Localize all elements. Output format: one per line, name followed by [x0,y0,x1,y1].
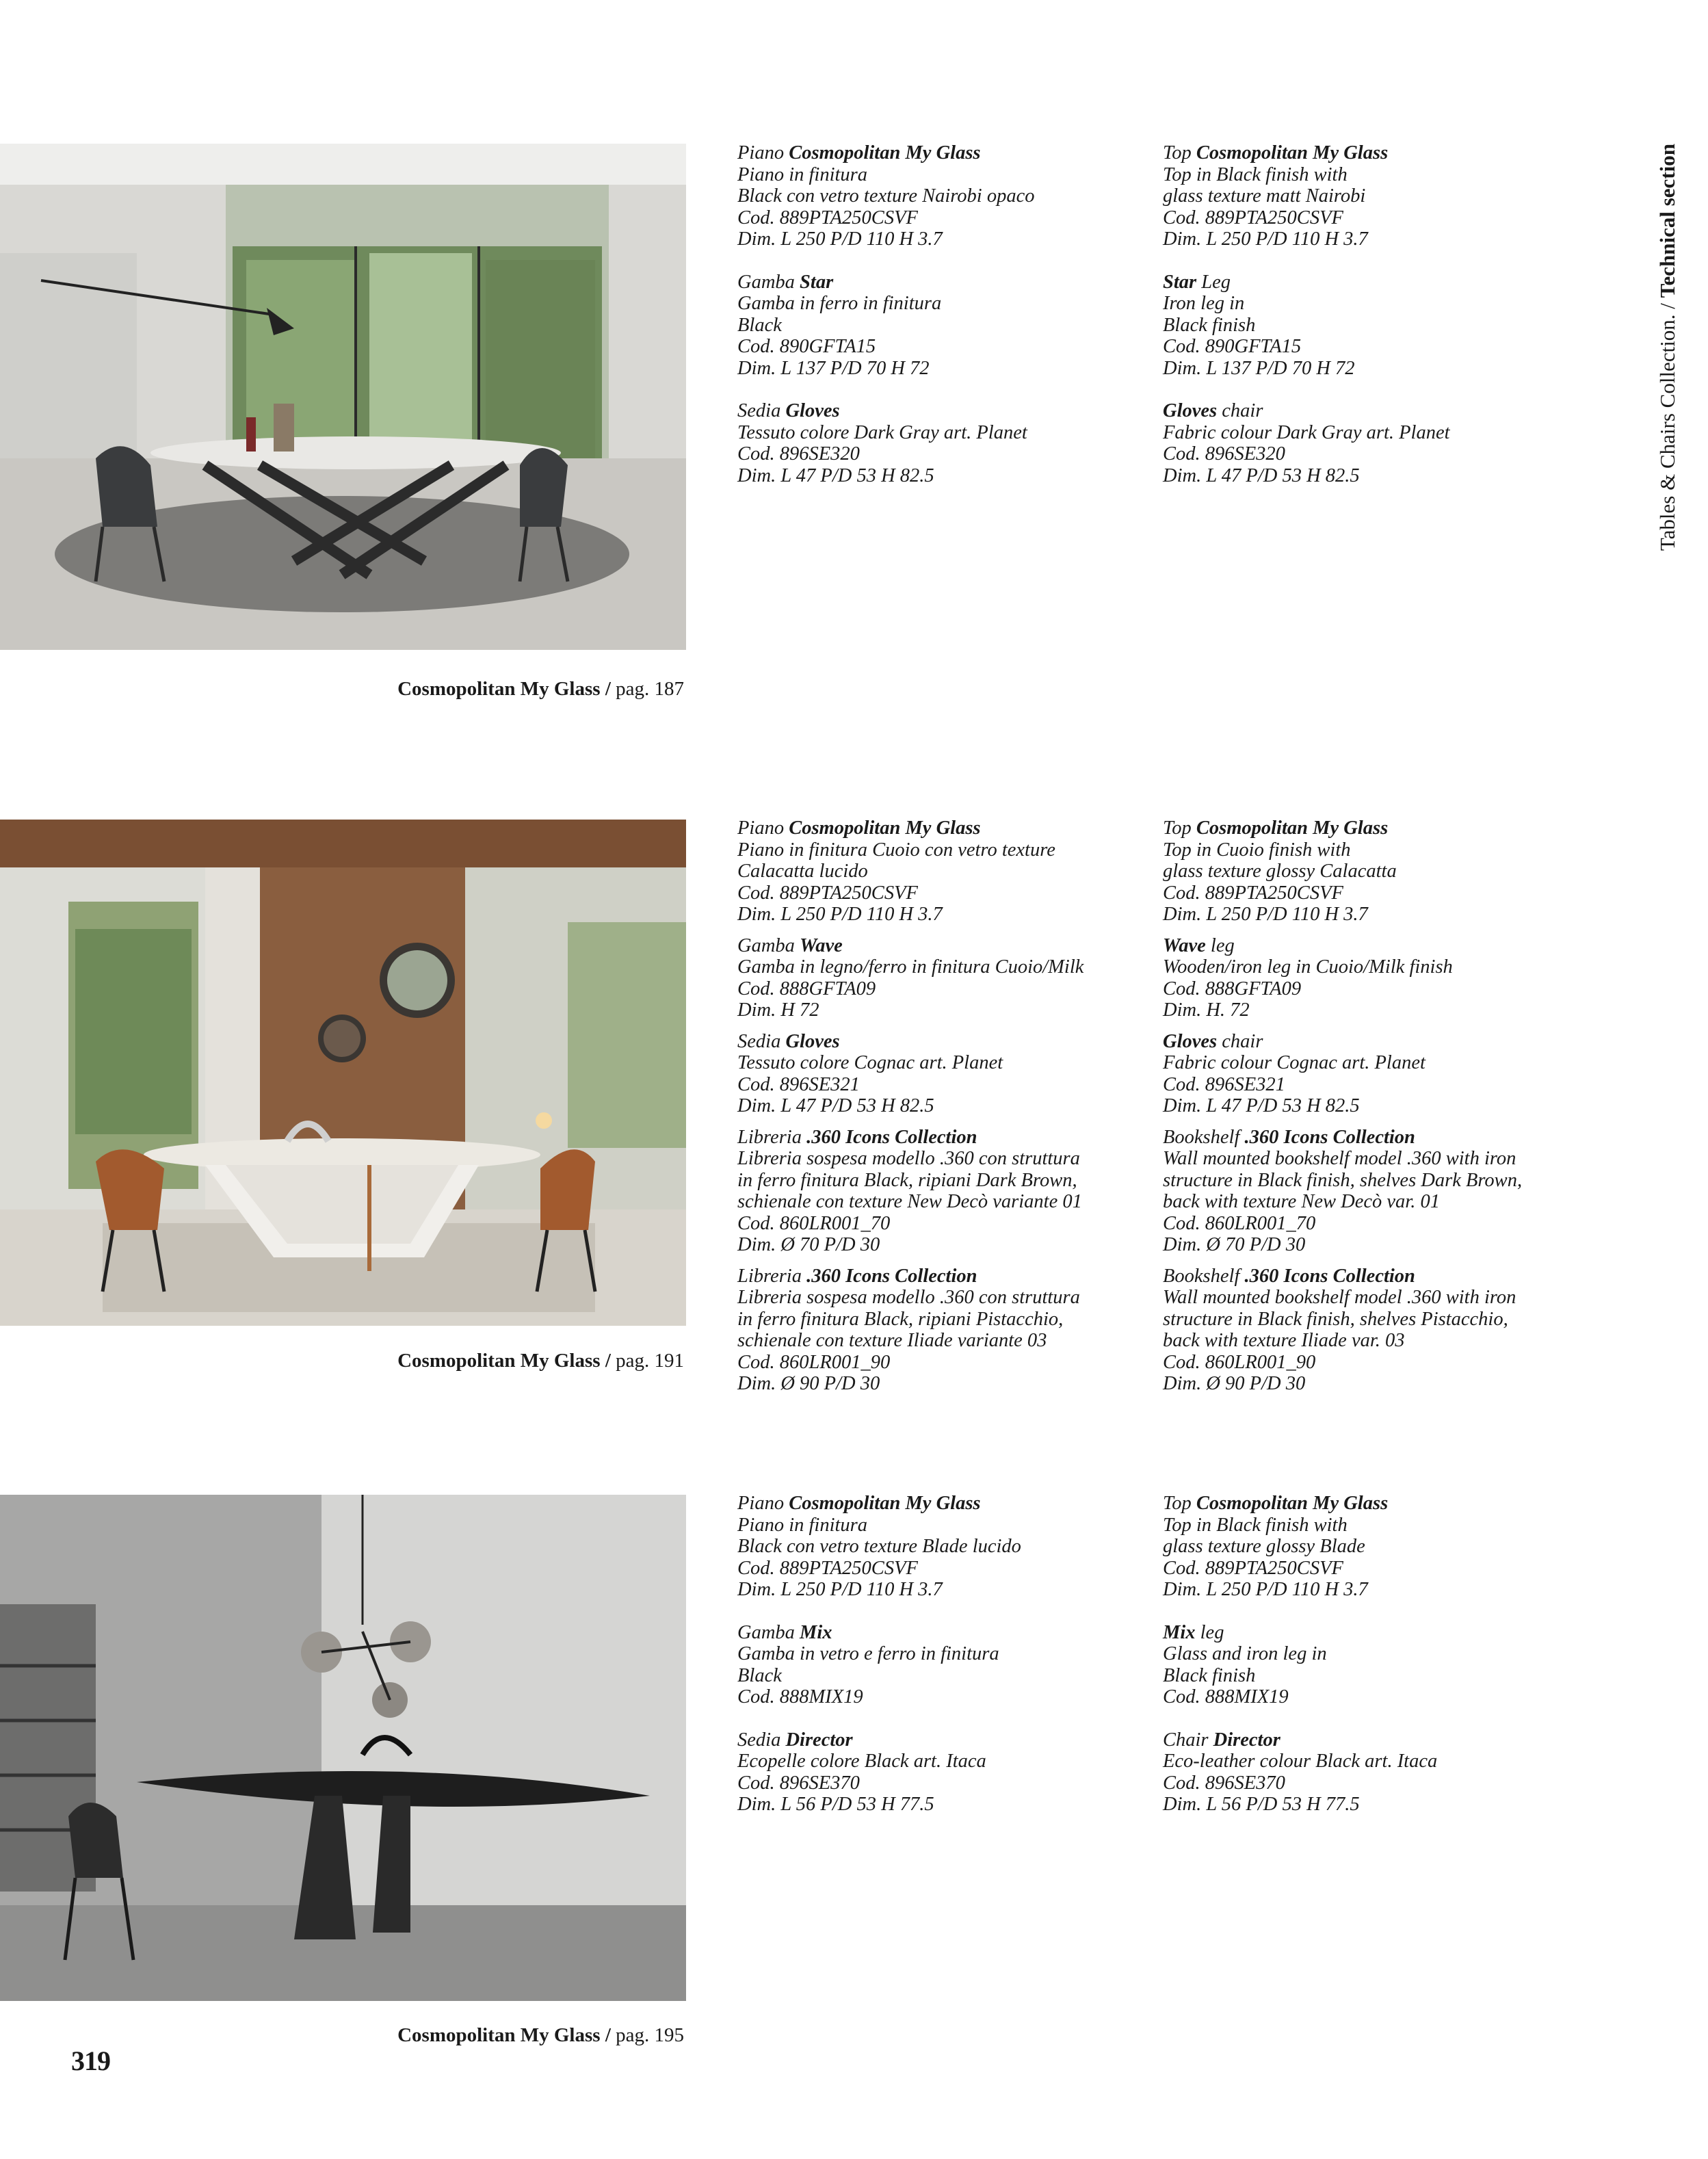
spec-line: Cod. 860LR001_70 [737,1212,891,1234]
spec-line: Dim. L 137 P/D 70 H 72 [737,357,930,379]
spec-line: Ecopelle colore Black art. Itaca [737,1751,986,1772]
spec-line: Cod. 889PTA250CSVF [737,1557,918,1579]
spec-line: Dim. L 250 P/D 110 H 3.7 [1163,904,1368,925]
spec-line: Wooden/iron leg in Cuoio/Milk finish [1163,956,1453,978]
spec-line: Fabric colour Cognac art. Planet [1163,1052,1425,1073]
spec-line: Dim. H. 72 [1163,999,1250,1021]
spec-heading: Bookshelf .360 Icons Collection [1163,1126,1415,1148]
spec-line: Dim. L 250 P/D 110 H 3.7 [737,904,943,925]
spec-line: glass texture matt Nairobi [1163,185,1366,207]
spec-heading: Gamba Wave [737,934,843,956]
spec-heading: Piano Cosmopolitan My Glass [737,1493,981,1514]
spec-line: Tessuto colore Dark Gray art. Planet [737,421,1027,443]
spec-block [1163,1127,1573,1256]
spec-line: Cod. 896SE320 [1163,443,1285,464]
spec-line: Cod. 888MIX19 [1163,1686,1289,1707]
spec-line: Cod. 889PTA250CSVF [1163,1557,1343,1579]
spec-line: Gamba in legno/ferro in finitura Cuoio/Milk [737,956,1084,978]
spec-line: Piano in finitura Cuoio con vetro texture [737,839,1055,861]
spec-line: Cod. 896SE321 [737,1073,860,1095]
grey-dining-room-photo [0,144,686,650]
spec-line: Cod. 888GFTA09 [737,978,876,999]
section-1-italian-specs [737,142,1148,486]
spec-line: Black [737,314,782,336]
spec-heading: Wave leg [1163,934,1235,956]
spec-block [1163,142,1573,250]
spec-line: Cod. 890GFTA15 [1163,336,1302,357]
spec-block [1163,935,1573,1021]
spec-line: Cod. 896SE321 [1163,1073,1285,1095]
spec-line: Top in Black finish with [1163,163,1348,185]
spec-heading: Gamba Mix [737,1621,832,1643]
spec-line: Dim. L 47 P/D 53 H 82.5 [1163,464,1360,486]
spec-line: Dim. L 47 P/D 53 H 82.5 [1163,1095,1360,1116]
spec-heading: Sedia Director [737,1729,853,1751]
spec-block [737,1729,1148,1816]
spec-block [737,1266,1148,1395]
spec-line: Dim. H 72 [737,999,819,1021]
spec-line: Dim. Ø 90 P/D 30 [737,1373,880,1394]
spec-line: Cod. 890GFTA15 [737,336,876,357]
section-3-english-specs [1163,1493,1573,1816]
spec-line: schienale con texture Iliade variante 03 [737,1330,1047,1351]
spec-block [1163,817,1573,926]
spec-heading: Top Cosmopolitan My Glass [1163,1493,1389,1514]
spec-line: Cod. 896SE320 [737,443,860,464]
spec-line: back with texture New Decò var. 01 [1163,1191,1440,1212]
spec-block [737,935,1148,1021]
spec-line: Cod. 889PTA250CSVF [1163,207,1343,228]
spec-line: Libreria sospesa modello .360 con struttura [737,1287,1080,1308]
section-3-italian-specs [737,1493,1148,1816]
spec-heading: Top Cosmopolitan My Glass [1163,817,1389,839]
spec-line: Cod. 888MIX19 [737,1686,863,1707]
spec-block [1163,1031,1573,1117]
spec-block [1163,1493,1573,1601]
spec-line: Cod. 860LR001_90 [1163,1351,1316,1373]
spec-line: Piano in finitura [737,163,868,185]
spec-heading: Gamba Star [737,271,834,293]
section-2-english-specs [1163,817,1573,1395]
spec-line: Top in Black finish with [1163,1514,1348,1536]
spec-heading: Sedia Gloves [737,1030,840,1052]
spec-line: schienale con texture New Decò variante 01 [737,1191,1082,1212]
spec-block [737,1127,1148,1256]
spec-line: Dim. L 250 P/D 110 H 3.7 [1163,1579,1368,1600]
spec-line: Wall mounted bookshelf model .360 with iron [1163,1148,1516,1169]
spec-line: Libreria sospesa modello .360 con struttura [737,1148,1080,1169]
spec-line: Black [737,1664,782,1686]
spec-line: Dim. Ø 90 P/D 30 [1163,1373,1306,1394]
spec-line: Gamba in vetro e ferro in finitura [737,1643,999,1664]
spec-line: Black con vetro texture Blade lucido [737,1536,1021,1557]
spec-heading: Piano Cosmopolitan My Glass [737,142,981,163]
spec-heading: Top Cosmopolitan My Glass [1163,142,1389,163]
spec-line: Eco-leather colour Black art. Itaca [1163,1751,1438,1772]
spec-block [737,1622,1148,1708]
spec-line: Dim. Ø 70 P/D 30 [1163,1234,1306,1255]
spec-heading: Star Leg [1163,271,1231,293]
section-3-caption: Cosmopolitan My Glass / pag. 195 [397,2024,684,2046]
spec-line: Black finish [1163,1664,1256,1686]
spec-line: Iron leg in [1163,293,1245,314]
spec-heading: Chair Director [1163,1729,1280,1751]
spec-heading: Gloves chair [1163,1030,1263,1052]
spec-heading: Libreria .360 Icons Collection [737,1126,977,1148]
spec-heading: Mix leg [1163,1621,1224,1643]
spec-line: Top in Cuoio finish with [1163,839,1351,861]
spec-line: glass texture glossy Blade [1163,1536,1365,1557]
spec-line: Cod. 860LR001_70 [1163,1212,1316,1234]
spec-heading: Piano Cosmopolitan My Glass [737,817,981,839]
spec-line: Dim. L 56 P/D 53 H 77.5 [737,1794,934,1815]
spec-line: Calacatta lucido [737,861,868,882]
spec-block [737,400,1148,486]
page-number: 319 [71,2045,110,2076]
spec-line: Cod. 889PTA250CSVF [737,882,918,904]
spec-line: Tessuto colore Cognac art. Planet [737,1052,1003,1073]
spec-line: Cod. 860LR001_90 [737,1351,891,1373]
spec-line: in ferro finitura Black, ripiani Pistacchio, [737,1308,1064,1330]
spec-line: Dim. L 250 P/D 110 H 3.7 [737,228,943,250]
side-section-label [1654,144,1681,616]
spec-line: Glass and iron leg in [1163,1643,1327,1664]
spec-block [737,1493,1148,1601]
section-2-caption: Cosmopolitan My Glass / pag. 191 [397,1350,684,1372]
side-section-label-text: Tables & Chairs Collection. / Technical section [1655,144,1679,551]
spec-heading: Gloves chair [1163,400,1263,421]
spec-block [1163,400,1573,486]
spec-line: back with texture Iliade var. 03 [1163,1330,1405,1351]
spec-line: Fabric colour Dark Gray art. Planet [1163,421,1450,443]
spec-line: Cod. 889PTA250CSVF [737,207,918,228]
spec-line: Gamba in ferro in finitura [737,293,942,314]
spec-line: Dim. L 56 P/D 53 H 77.5 [1163,1794,1360,1815]
spec-line: in ferro finitura Black, ripiani Dark Brown, [737,1169,1077,1191]
spec-block [737,142,1148,250]
wood-dining-room-photo [0,820,686,1326]
section-1-english-specs [1163,142,1573,486]
black-dining-room-photo [0,1495,686,2001]
spec-block [1163,1622,1573,1708]
spec-line: Dim. L 250 P/D 110 H 3.7 [1163,228,1368,250]
spec-line: Black finish [1163,314,1256,336]
spec-line: structure in Black finish, shelves Pistacchio, [1163,1308,1508,1330]
spec-line: Dim. L 47 P/D 53 H 82.5 [737,464,934,486]
spec-line: Dim. Ø 70 P/D 30 [737,1234,880,1255]
spec-block [1163,272,1573,380]
spec-block [737,1031,1148,1117]
spec-line: Cod. 896SE370 [1163,1772,1285,1794]
spec-block [1163,1266,1573,1395]
spec-line: Dim. L 47 P/D 53 H 82.5 [737,1095,934,1116]
spec-line: Cod. 896SE370 [737,1772,860,1794]
spec-line: Cod. 889PTA250CSVF [1163,882,1343,904]
spec-line: Piano in finitura [737,1514,868,1536]
spec-block [737,272,1148,380]
spec-line: structure in Black finish, shelves Dark Brown, [1163,1169,1523,1191]
spec-block [1163,1729,1573,1816]
spec-line: glass texture glossy Calacatta [1163,861,1397,882]
spec-heading: Sedia Gloves [737,400,840,421]
spec-line: Wall mounted bookshelf model .360 with iron [1163,1287,1516,1308]
spec-line: Dim. L 137 P/D 70 H 72 [1163,357,1355,379]
spec-block [737,817,1148,926]
spec-line: Dim. L 250 P/D 110 H 3.7 [737,1579,943,1600]
section-1-caption: Cosmopolitan My Glass / pag. 187 [397,678,684,700]
spec-heading: Bookshelf .360 Icons Collection [1163,1265,1415,1287]
spec-heading: Libreria .360 Icons Collection [737,1265,977,1287]
spec-line: Black con vetro texture Nairobi opaco [737,185,1035,207]
spec-line: Cod. 888GFTA09 [1163,978,1302,999]
section-2-italian-specs [737,817,1148,1395]
